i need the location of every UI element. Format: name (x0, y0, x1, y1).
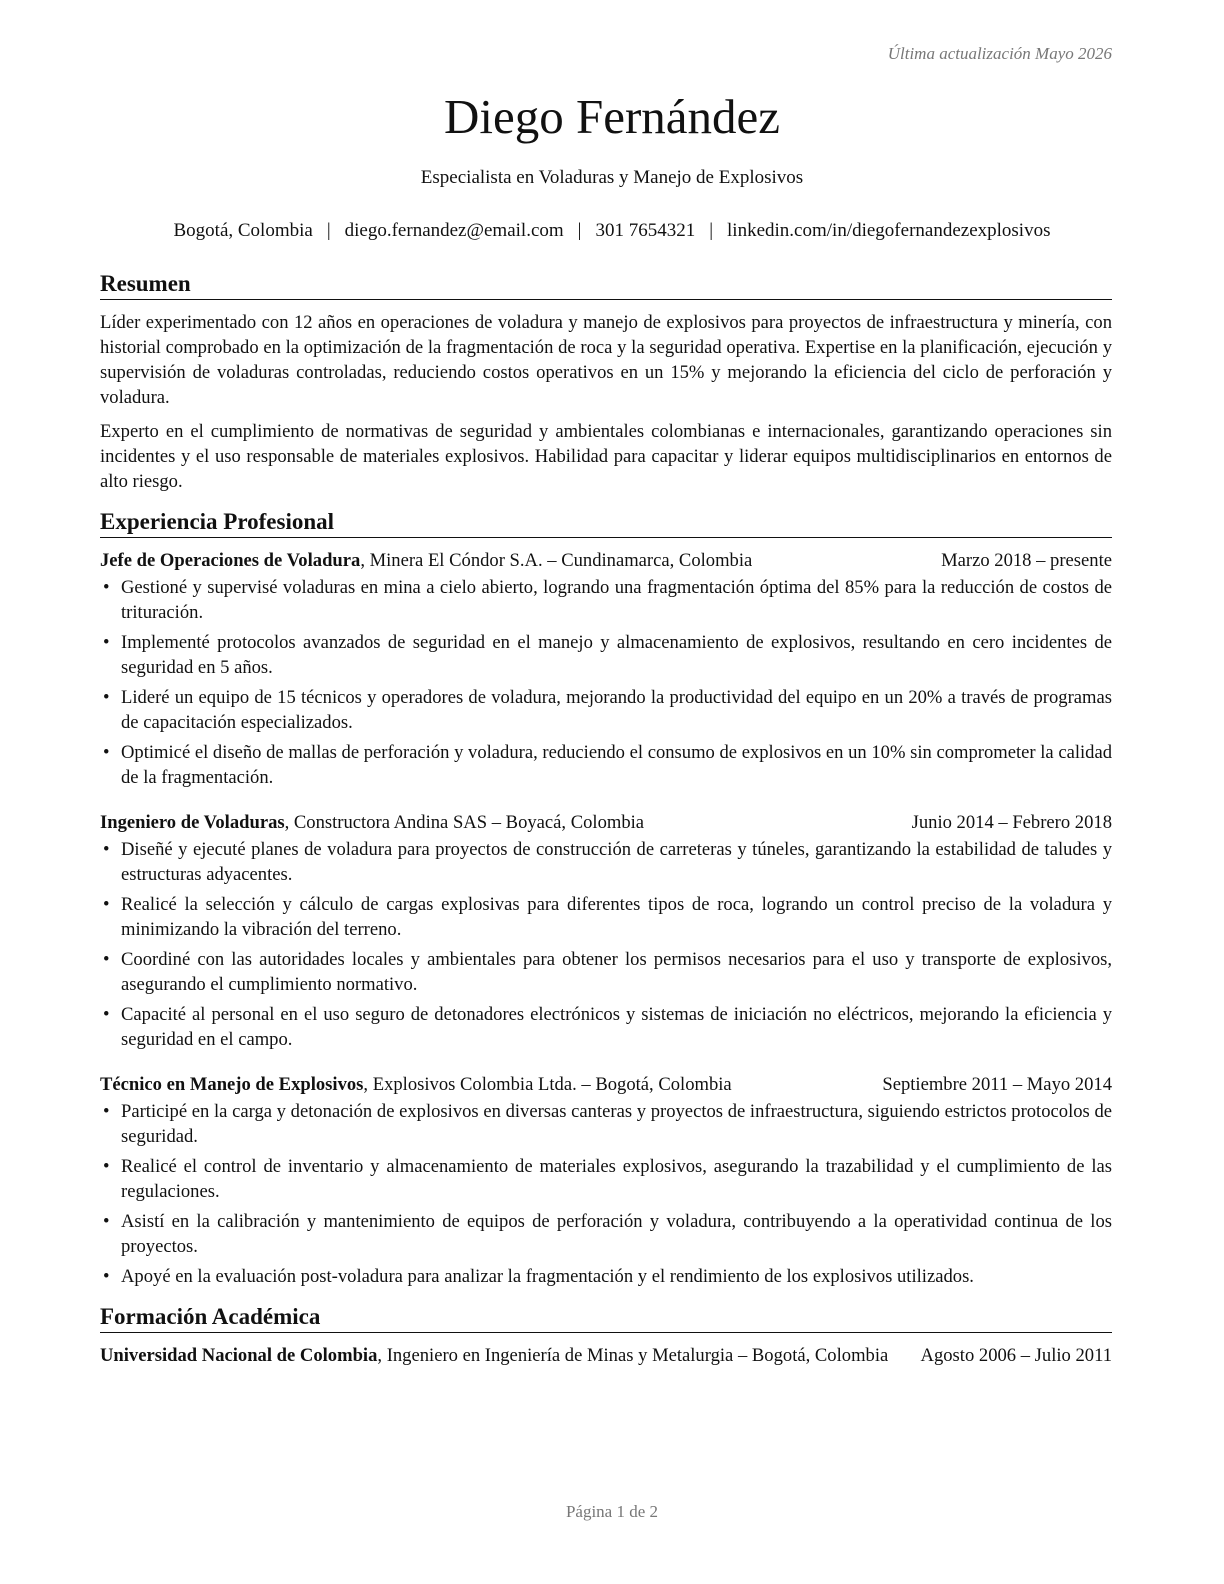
resume-content (100, 270, 1112, 1368)
education-section (100, 1303, 1112, 1368)
job-role: Ingeniero de Voladuras (100, 812, 285, 833)
summary-section (100, 270, 1112, 494)
section-title-experience: Experiencia Profesional (100, 508, 1112, 538)
job-role: Jefe de Operaciones de Voladura (100, 550, 361, 571)
job-bullet: • Coordiné con las autoridades locales y ambientales para obtener los permisos necesarios para el uso y transporte de explosivos, asegurando el cumplimiento normativo. (100, 947, 1112, 997)
contact-location: Bogotá, Colombia (173, 220, 313, 241)
job-company: , Explosivos Colombia Ltda. – Bogotá, Colombia (363, 1074, 732, 1095)
job-bullets (100, 1099, 1112, 1289)
job-bullet: • Lideré un equipo de 15 técnicos y operadores de voladura, mejorando la productividad del equipo en un 20% a través de programas de capacitación especializados. (100, 685, 1112, 735)
contact-linkedin[interactable]: linkedin.com/in/diegofernandezexplosivos (727, 220, 1051, 241)
last-updated: Última actualización Mayo 2026 (887, 44, 1112, 63)
job-bullet: • Gestioné y supervisé voladuras en mina a cielo abierto, logrando una fragmentación óptima del 85% para la reducción de costos de trituración. (100, 575, 1112, 625)
page-number: Página 1 de 2 (565, 1502, 659, 1521)
contact-separator: | (326, 220, 331, 241)
job-company: , Minera El Cóndor S.A. – Cundinamarca, Colombia (360, 550, 753, 571)
job-header (100, 548, 1112, 573)
job-bullet: • Participé en la carga y detonación de explosivos en diversas canteras y proyectos de infraestructura, siguiendo estrictos protocolos de seguridad. (100, 1099, 1112, 1149)
education-entry (100, 1343, 1112, 1368)
contact-separator: | (577, 220, 582, 241)
job-role: Técnico en Manejo de Explosivos (100, 1074, 364, 1095)
job-bullet: • Asistí en la calibración y mantenimiento de equipos de perforación y voladura, contribuyendo a la operatividad continua de los proyectos. (100, 1209, 1112, 1259)
section-title-summary: Resumen (100, 270, 1112, 300)
experience-section (100, 508, 1112, 1289)
job-company: , Constructora Andina SAS – Boyacá, Colombia (284, 812, 645, 833)
job-bullet: • Capacité al personal en el uso seguro de detonadores electrónicos y sistemas de iniciación no eléctricos, mejorando la eficiencia y seguridad en el campo. (100, 1002, 1112, 1052)
job-dates: Junio 2014 – Febrero 2018 (911, 812, 1112, 833)
education-institution: Universidad Nacional de Colombia (100, 1345, 378, 1366)
job-bullet: • Realicé la selección y cálculo de cargas explosivas para diferentes tipos de roca, logrando un control preciso de la voladura y minimizando la vibración del terreno. (100, 892, 1112, 942)
job-entry (100, 548, 1112, 790)
candidate-name: Diego Fernández (443, 89, 781, 144)
job-bullet: • Optimicé el diseño de mallas de perforación y voladura, reduciendo el consumo de explosivos en un 10% sin comprometer la calidad de la fragmentación. (100, 740, 1112, 790)
job-bullets (100, 837, 1112, 1052)
education-detail: , Ingeniero en Ingeniería de Minas y Metalurgia – Bogotá, Colombia (377, 1345, 889, 1366)
job-entry (100, 1072, 1112, 1289)
job-header (100, 1072, 1112, 1097)
contact-phone: 301 7654321 (595, 220, 696, 241)
job-bullet: • Realicé el control de inventario y almacenamiento de materiales explosivos, asegurando la trazabilidad y el cumplimiento de las regulaciones. (100, 1154, 1112, 1204)
section-title-education: Formación Académica (100, 1303, 1112, 1333)
summary-paragraph: Experto en el cumplimiento de normativas de seguridad y ambientales colombianas e internacionales, garantizando operaciones sin incidentes y el uso responsable de materiales explosivos. Habilidad para capacitar y liderar equipos multidisciplinarios en entornos de alto riesgo. (100, 421, 1112, 492)
job-header (100, 810, 1112, 835)
job-bullet: • Diseñé y ejecuté planes de voladura para proyectos de construcción de carreteras y túneles, garantizando la estabilidad de taludes y estructuras adyacentes. (100, 837, 1112, 887)
candidate-subtitle: Especialista en Voladuras y Manejo de Explosivos (420, 167, 804, 188)
job-bullet: • Apoyé en la evaluación post-voladura para analizar la fragmentación y el rendimiento de los explosivos utilizados. (100, 1264, 1112, 1289)
job-bullets (100, 575, 1112, 790)
job-dates: Marzo 2018 – presente (941, 550, 1112, 571)
job-entry (100, 810, 1112, 1052)
education-dates: Agosto 2006 – Julio 2011 (920, 1345, 1112, 1366)
job-bullet: • Implementé protocolos avanzados de seguridad en el manejo y almacenamiento de explosivos, resultando en cero incidentes de seguridad en 5 años. (100, 630, 1112, 680)
contact-separator: | (709, 220, 714, 241)
contact-line (0, 220, 1224, 242)
summary-paragraph: Líder experimentado con 12 años en operaciones de voladura y manejo de explosivos para proyectos de infraestructura y minería, con historial comprobado en la optimización de la fragmentación de roca y la seguridad operativa. Expertise en la planificación, ejecución y supervisión de voladuras controladas, reduciendo costos operativos en un 15% y mejorando la eficiencia del ciclo de perforación y voladura. (100, 312, 1112, 408)
contact-email[interactable]: diego.fernandez@email.com (344, 220, 564, 241)
job-dates: Septiembre 2011 – Mayo 2014 (882, 1074, 1112, 1095)
